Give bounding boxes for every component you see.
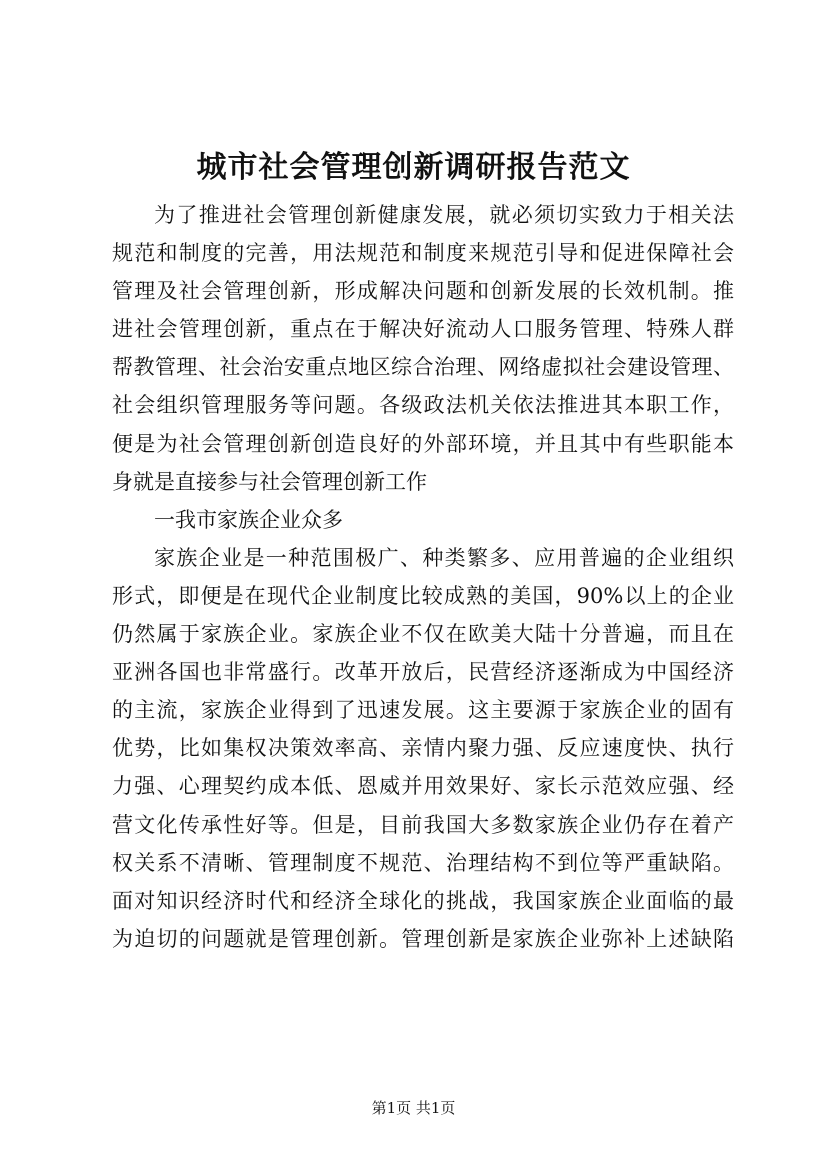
paragraph-line: 为了推进社会管理创新健康发展，就必须切实致力于相关法 xyxy=(154,203,734,227)
paragraph-line: 进社会管理创新，重点在于解决好流动人口服务管理、特殊人群 xyxy=(112,317,734,342)
paragraph-line: 家族企业是一种范围极广、种类繁多、应用普遍的企业组织 xyxy=(154,545,734,570)
page-footer: 第1页 共1页 xyxy=(371,1099,456,1117)
paragraph-line: 便是为社会管理创新创造良好的外部环境，并且其中有些职能本 xyxy=(112,431,734,456)
document-title: 城市社会管理创新调研报告范文 xyxy=(196,150,631,185)
paragraph-line: 优势，比如集权决策效率高、亲情内聚力强、反应速度快、执行 xyxy=(112,736,734,761)
paragraph-line: 营文化传承性好等。但是，目前我国大多数家族企业仍存在着产 xyxy=(112,812,734,837)
paragraph-line: 身就是直接参与社会管理创新工作 xyxy=(112,469,427,494)
paragraph-line: 管理及社会管理创新，形成解决问题和创新发展的长效机制。推 xyxy=(112,279,734,304)
paragraph-line: 为迫切的问题就是管理创新。管理创新是家族企业弥补上述缺陷 xyxy=(112,926,734,951)
paragraph-line: 力强、心理契约成本低、恩威并用效果好、家长示范效应强、经 xyxy=(112,774,734,799)
paragraph-line: 的主流，家族企业得到了迅速发展。这主要源于家族企业的固有 xyxy=(112,698,734,723)
paragraph-line: 面对知识经济时代和经济全球化的挑战，我国家族企业面临的最 xyxy=(112,888,734,913)
document-body xyxy=(112,196,734,958)
paragraph-line: 仍然属于家族企业。家族企业不仅在欧美大陆十分普遍，而且在 xyxy=(112,622,734,647)
section-heading: 一我市家族企业众多 xyxy=(154,507,343,532)
paragraph-line: 社会组织管理服务等问题。各级政法机关依法推进其本职工作， xyxy=(112,393,734,418)
paragraph-line: 规范和制度的完善，用法规范和制度来规范引导和促进保障社会 xyxy=(112,241,734,266)
paragraph-line: 权关系不清晰、管理制度不规范、治理结构不到位等严重缺陷。 xyxy=(112,850,734,875)
paragraph-line: 亚洲各国也非常盛行。改革开放后，民营经济逐渐成为中国经济 xyxy=(112,660,734,685)
paragraph-line: 帮教管理、社会治安重点地区综合治理、网络虚拟社会建设管理、 xyxy=(112,355,734,380)
paragraph-line: 形式，即便是在现代企业制度比较成熟的美国，90%以上的企业 xyxy=(112,583,734,608)
